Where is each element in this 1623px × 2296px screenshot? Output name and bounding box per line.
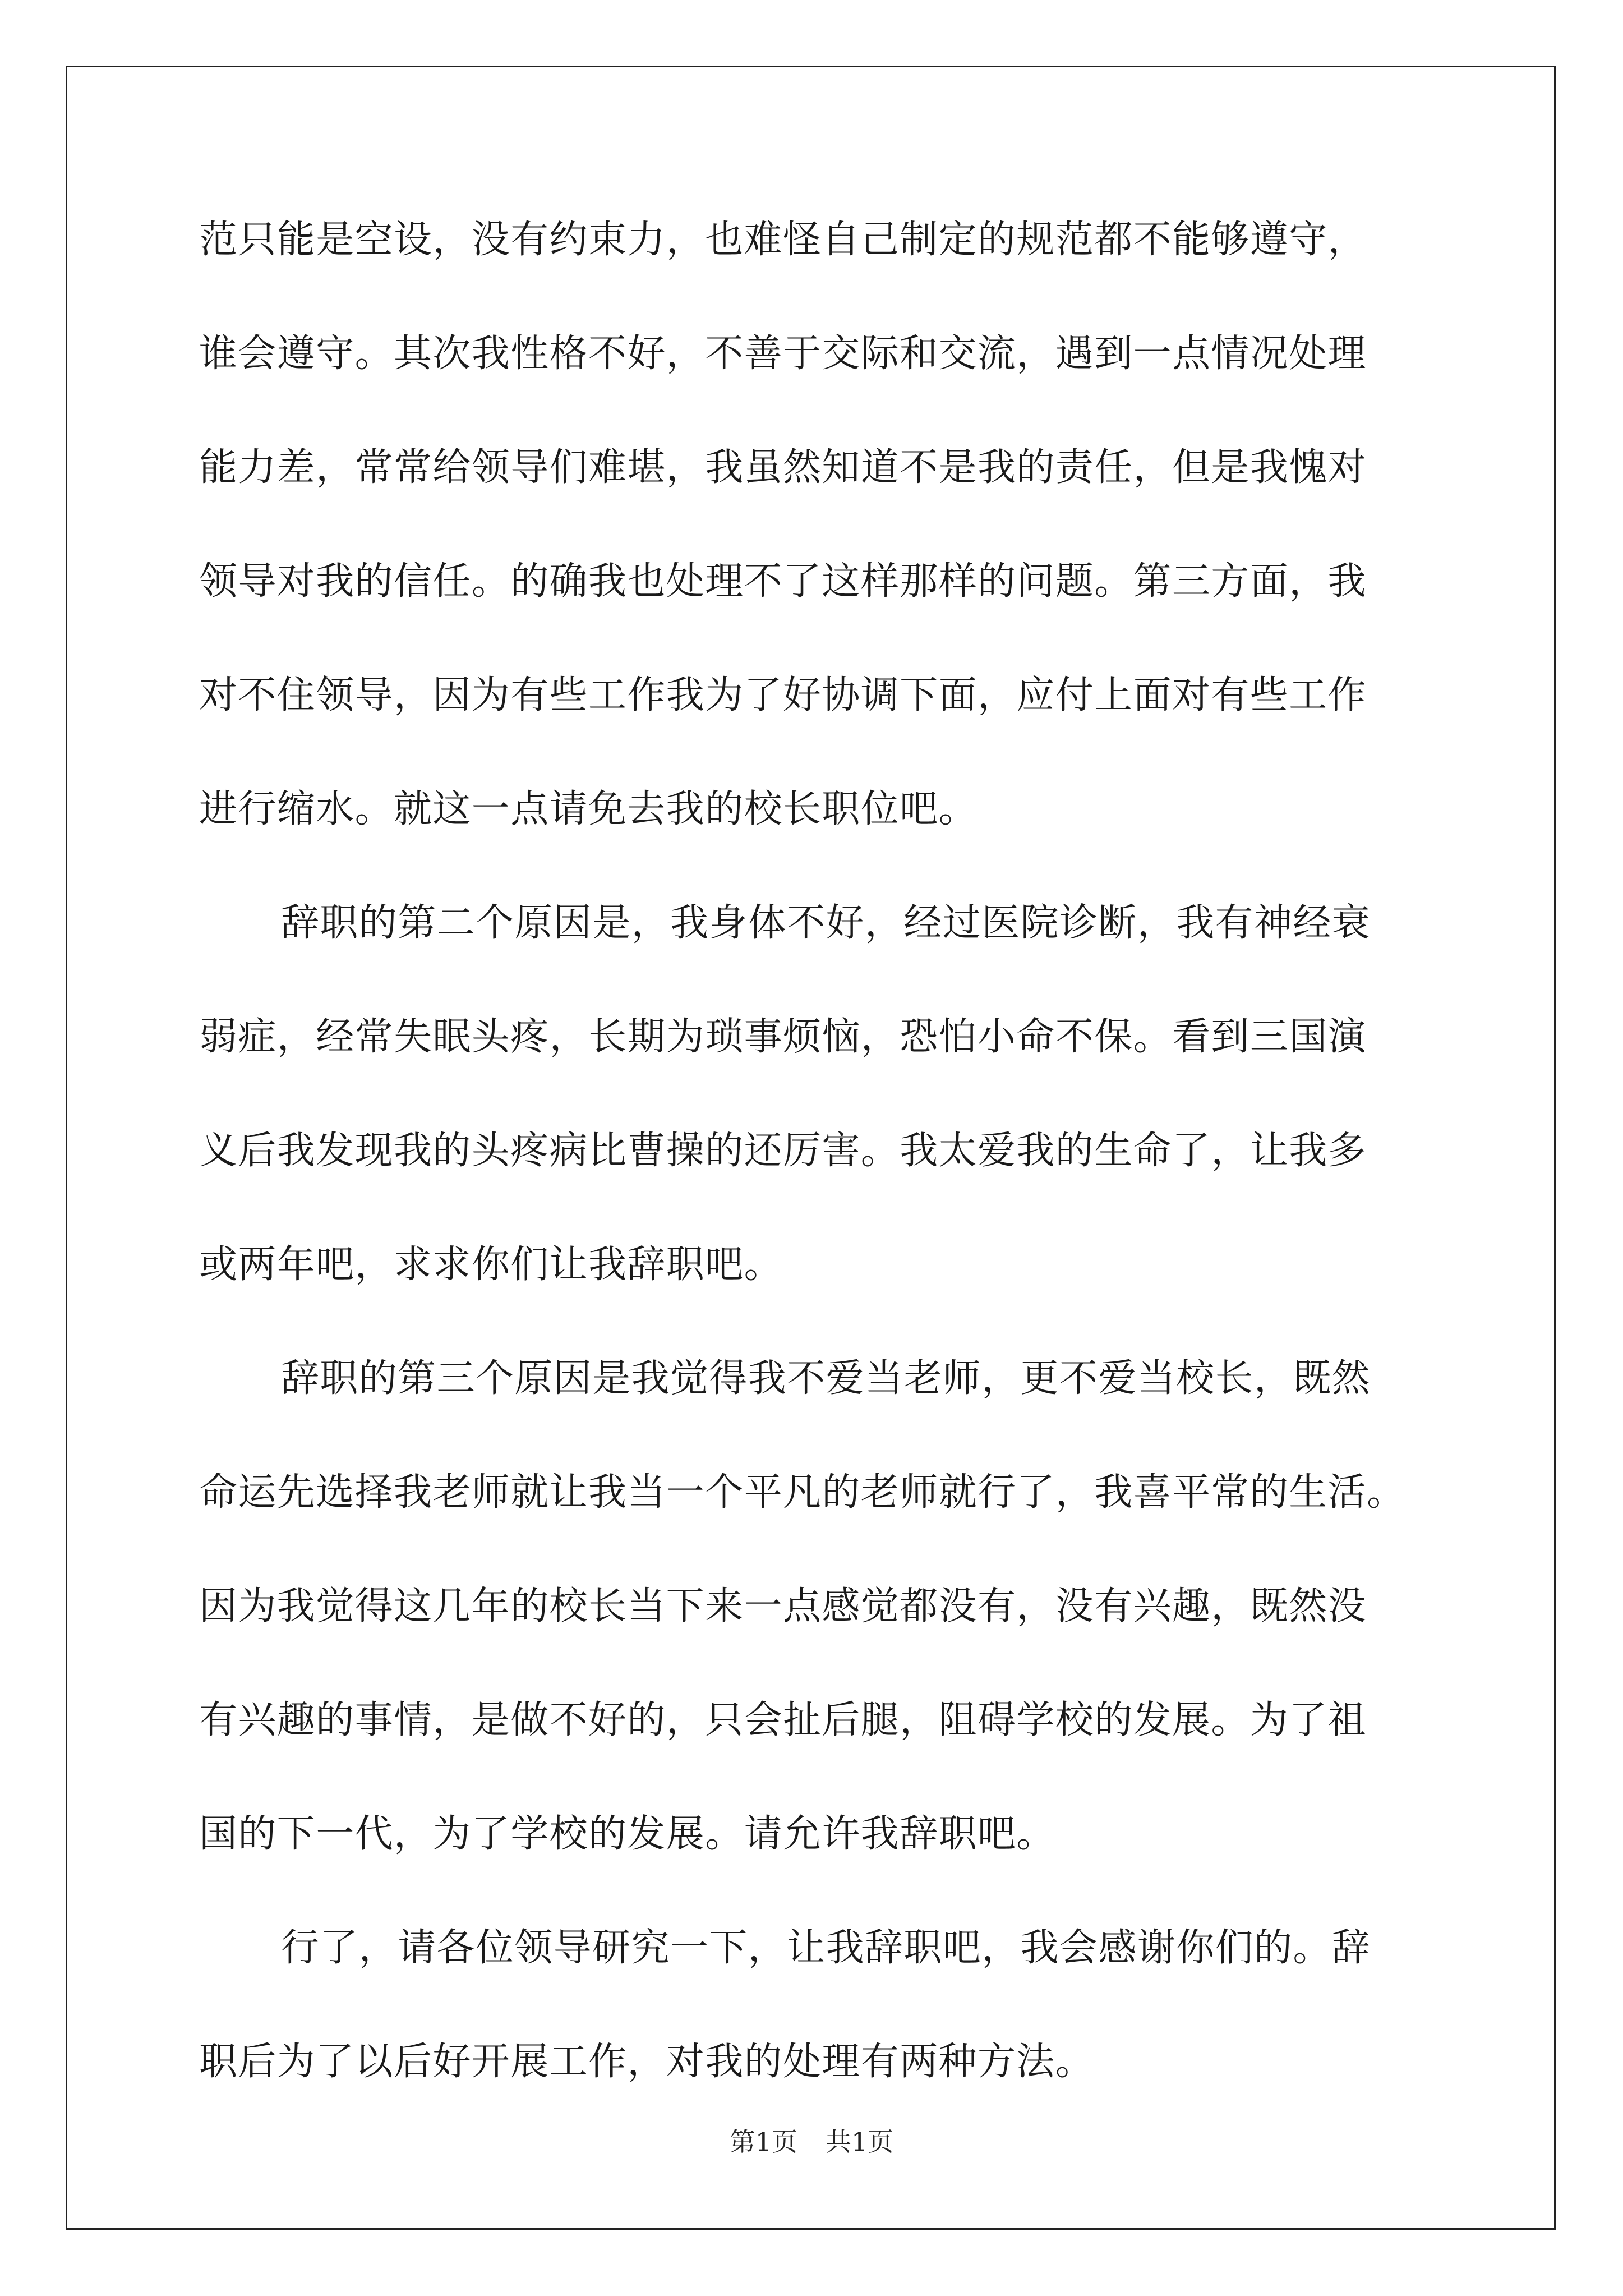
paragraph-first-line: 辞职的第三个原因是我觉得我不爱当老师，更不爱当校长，既然	[281, 1356, 1371, 1401]
text-line: 命运先选择我老师就让我当一个平凡的老师就行了，我喜平常的生活。	[199, 1470, 1406, 1515]
page-number-current: 第1页	[729, 2127, 797, 2157]
text-line: 范只能是空设，没有约束力，也难怪自己制定的规范都不能够遵守，	[199, 218, 1367, 262]
paragraph-first-line: 辞职的第二个原因是，我身体不好，经过医院诊断，我有神经衰	[281, 901, 1371, 945]
text-line: 职后为了以后好开展工作，对我的处理有两种方法。	[199, 2040, 1095, 2084]
text-line: 义后我发现我的头疼病比曹操的还厉害。我太爱我的生命了，让我多	[199, 1129, 1367, 1173]
text-line: 或两年吧，求求你们让我辞职吧。	[199, 1243, 783, 1287]
page-footer	[0, 2126, 1623, 2157]
text-line: 领导对我的信任。的确我也处理不了这样那样的问题。第三方面，我	[199, 559, 1367, 604]
text-line: 能力差，常常给领导们难堪，我虽然知道不是我的责任，但是我愧对	[199, 445, 1367, 490]
text-line: 国的下一代，为了学校的发展。请允许我辞职吧。	[199, 1812, 1055, 1856]
text-line: 弱症，经常失眠头疼，长期为琐事烦恼，恐怕小命不保。看到三国演	[199, 1015, 1367, 1059]
paragraph-first-line: 行了，请各位领导研究一下，让我辞职吧，我会感谢你们的。辞	[281, 1926, 1371, 1970]
text-line: 因为我觉得这几年的校长当下来一点感觉都没有，没有兴趣，既然没	[199, 1584, 1367, 1628]
page-number-total: 共1页	[826, 2127, 894, 2157]
text-line: 谁会遵守。其次我性格不好，不善于交际和交流，遇到一点情况处理	[199, 332, 1367, 376]
text-line: 进行缩水。就这一点请免去我的校长职位吧。	[199, 787, 978, 831]
text-line: 有兴趣的事情，是做不好的，只会扯后腿，阻碍学校的发展。为了祖	[199, 1698, 1367, 1742]
text-line: 对不住领导，因为有些工作我为了好协调下面，应付上面对有些工作	[199, 673, 1367, 717]
